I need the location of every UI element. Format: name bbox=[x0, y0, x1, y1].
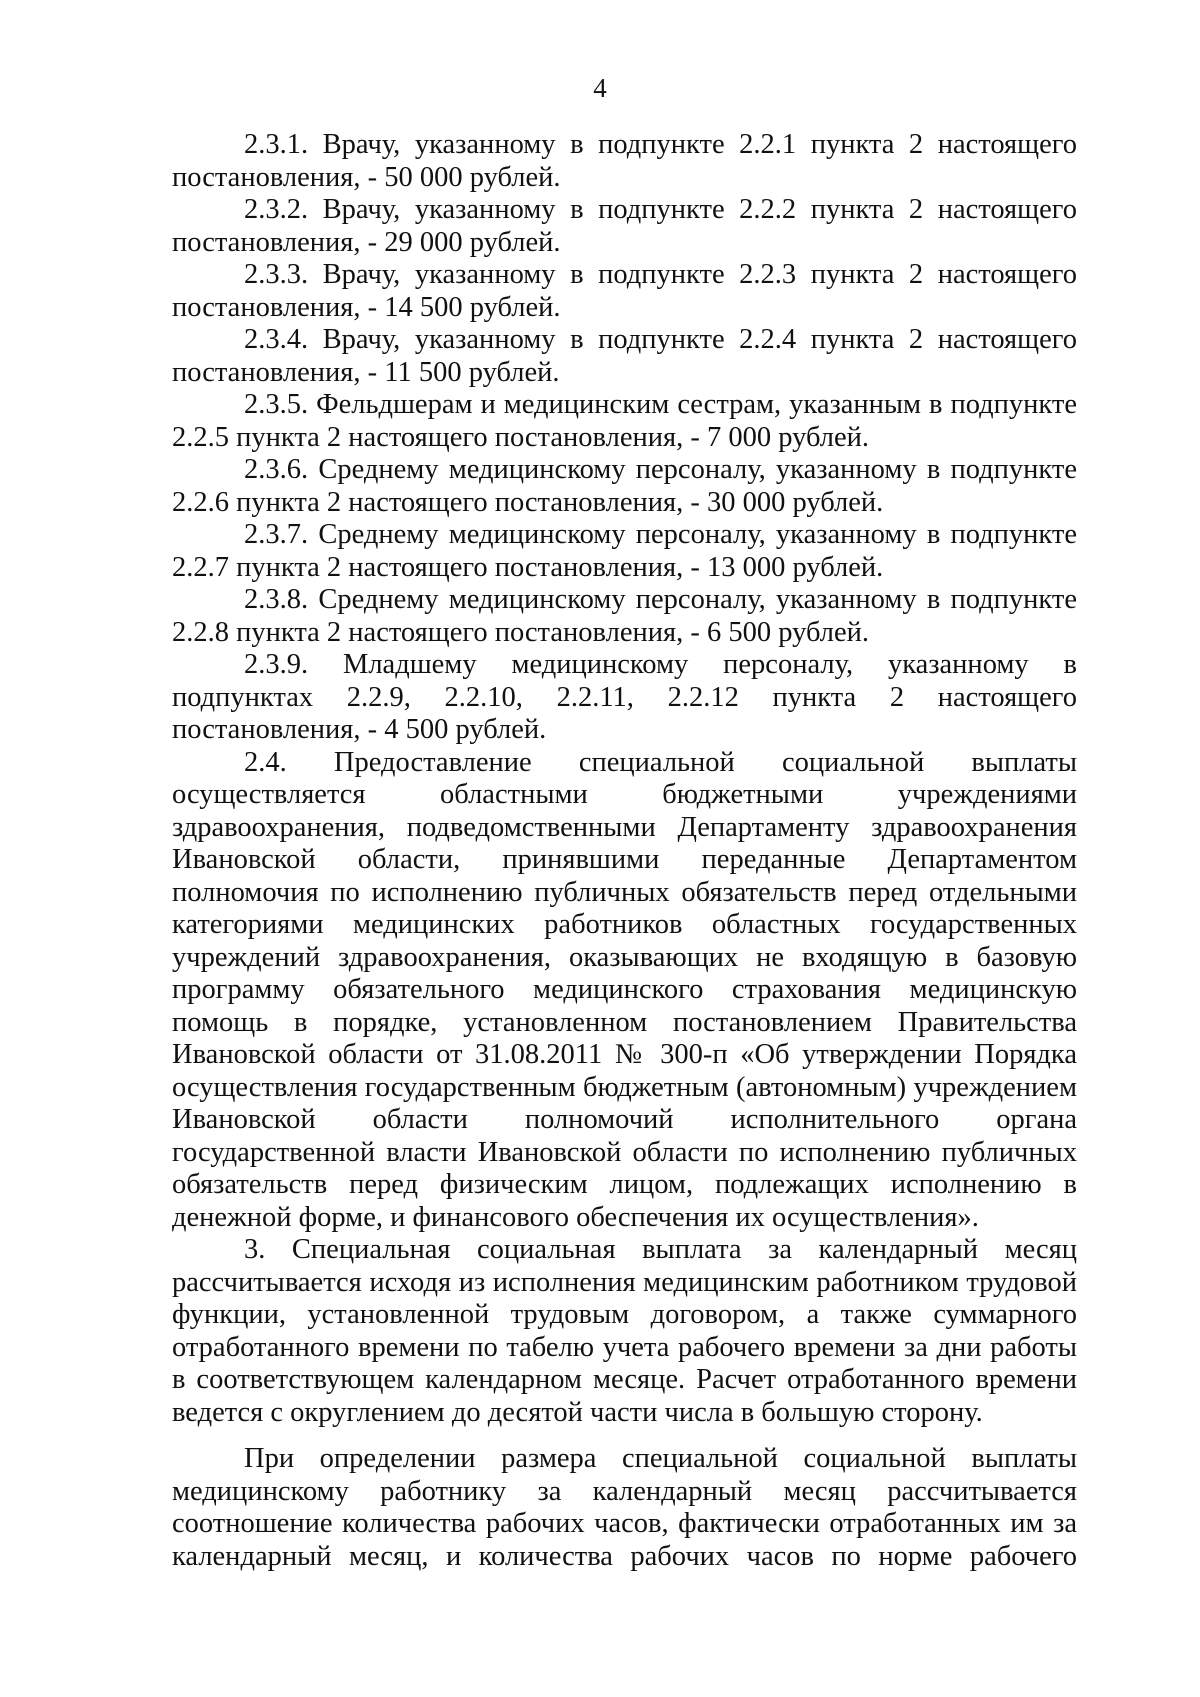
text-line: постановления, - 4 500 рублей. bbox=[172, 714, 547, 745]
text-line: осуществляется областными бюджетными учреждениями bbox=[172, 779, 1077, 810]
text-line: календарный месяц, и количества рабочих часов по норме рабочего bbox=[172, 1540, 1077, 1572]
text-line: 2.3.2. Врачу, указанному в подпункте 2.2.2 пункта 2 настоящего bbox=[244, 194, 1077, 225]
text-line: здравоохранения, подведомственными Департаменту здравоохранения bbox=[172, 811, 1077, 843]
text-line: функции, установленной трудовым договором, а также суммарного bbox=[172, 1299, 1077, 1330]
text-line: помощь в порядке, установленном постановлением Правительства bbox=[172, 1006, 1077, 1038]
text-line: денежной форме, и финансового обеспечения их осуществления». bbox=[172, 1201, 979, 1233]
text-line: учреждений здравоохранения, оказывающих не входящую в базовую bbox=[172, 941, 1077, 973]
paragraph bbox=[172, 129, 1077, 194]
text-line: Ивановской области, принявшими переданные Департаментом bbox=[172, 844, 1077, 875]
text-line: программу обязательного медицинского страхования медицинскую bbox=[172, 974, 1077, 1005]
text-line: 2.3.7. Среднему медицинскому персоналу, указанному в подпункте bbox=[244, 519, 1077, 550]
paragraph bbox=[172, 454, 1077, 519]
text-line: постановления, - 11 500 рублей. bbox=[172, 356, 560, 388]
text-line: государственной власти Ивановской области по исполнению публичных bbox=[172, 1136, 1077, 1168]
text-line: 2.3.8. Среднему медицинскому персоналу, указанному в подпункте bbox=[244, 584, 1077, 615]
text-line: 3. Специальная социальная выплата за календарный месяц bbox=[244, 1234, 1077, 1265]
paragraph bbox=[172, 649, 1077, 747]
text-line: 2.3.5. Фельдшерам и медицинским сестрам, указанным в подпункте bbox=[244, 389, 1077, 420]
text-line: рассчитывается исходя из исполнения медицинским работником трудовой bbox=[172, 1266, 1077, 1298]
text-line: в соответствующем календарном месяце. Расчет отработанного времени bbox=[172, 1364, 1077, 1395]
text-line: категориями медицинских работников областных государственных bbox=[172, 909, 1077, 940]
text-line: 2.2.7 пункта 2 настоящего постановления, - 13 000 рублей. bbox=[172, 551, 884, 583]
text-line: 2.3.6. Среднему медицинскому персоналу, указанному в подпункте bbox=[244, 454, 1077, 485]
paragraph bbox=[172, 389, 1077, 454]
text-line: обязательств перед физическим лицом, подлежащих исполнению в bbox=[172, 1169, 1077, 1200]
text-line: 2.4. Предоставление специальной социальной выплаты bbox=[244, 746, 1077, 778]
text-line: ведется с округлением до десятой части числа в большую сторону. bbox=[172, 1396, 983, 1428]
text-line: 2.2.8 пункта 2 настоящего постановления, - 6 500 рублей. bbox=[172, 616, 869, 648]
text-line: подпунктах 2.2.9, 2.2.10, 2.2.11, 2.2.12 пункта 2 настоящего bbox=[172, 681, 1077, 713]
text-line: осуществления государственным бюджетным (автономным) учреждением bbox=[172, 1071, 1077, 1103]
text-line: постановления, - 14 500 рублей. bbox=[172, 291, 561, 323]
text-line: постановления, - 29 000 рублей. bbox=[172, 226, 561, 258]
paragraph bbox=[172, 584, 1077, 649]
text-line: медицинскому работнику за календарный месяц рассчитывается bbox=[172, 1475, 1077, 1507]
paragraph bbox=[172, 1234, 1077, 1429]
text-line: 2.3.4. Врачу, указанному в подпункте 2.2.4 пункта 2 настоящего bbox=[244, 324, 1077, 355]
paragraph bbox=[172, 1443, 1077, 1573]
text-line: постановления, - 50 000 рублей. bbox=[172, 161, 561, 193]
text-line: 2.3.3. Врачу, указанному в подпункте 2.2.3 пункта 2 настоящего bbox=[244, 259, 1077, 290]
text-line: 2.2.5 пункта 2 настоящего постановления, - 7 000 рублей. bbox=[172, 421, 869, 453]
text-line: 2.2.6 пункта 2 настоящего постановления, - 30 000 рублей. bbox=[172, 486, 884, 518]
paragraph bbox=[172, 747, 1077, 1235]
text-line: полномочия по исполнению публичных обязательств перед отдельными bbox=[172, 876, 1077, 908]
text-line: отработанного времени по табелю учета рабочего времени за дни работы bbox=[172, 1331, 1077, 1363]
paragraph bbox=[172, 259, 1077, 324]
text-line: Ивановской области полномочий исполнительного органа bbox=[172, 1104, 1077, 1135]
paragraph bbox=[172, 194, 1077, 259]
text-line: 2.3.9. Младшему медицинскому персоналу, указанному в bbox=[244, 649, 1077, 680]
page-number: 4 bbox=[593, 73, 607, 103]
text-line: Ивановской области от 31.08.2011 № 300-п «Об утверждении Порядка bbox=[172, 1039, 1077, 1070]
paragraph bbox=[172, 519, 1077, 584]
text-line: 2.3.1. Врачу, указанному в подпункте 2.2.1 пункта 2 настоящего bbox=[244, 129, 1077, 160]
paragraph bbox=[172, 324, 1077, 389]
text-line: соотношение количества рабочих часов, фактически отработанных им за bbox=[172, 1508, 1077, 1539]
document-body bbox=[172, 129, 1077, 1573]
text-line: При определении размера специальной социальной выплаты bbox=[244, 1443, 1077, 1474]
